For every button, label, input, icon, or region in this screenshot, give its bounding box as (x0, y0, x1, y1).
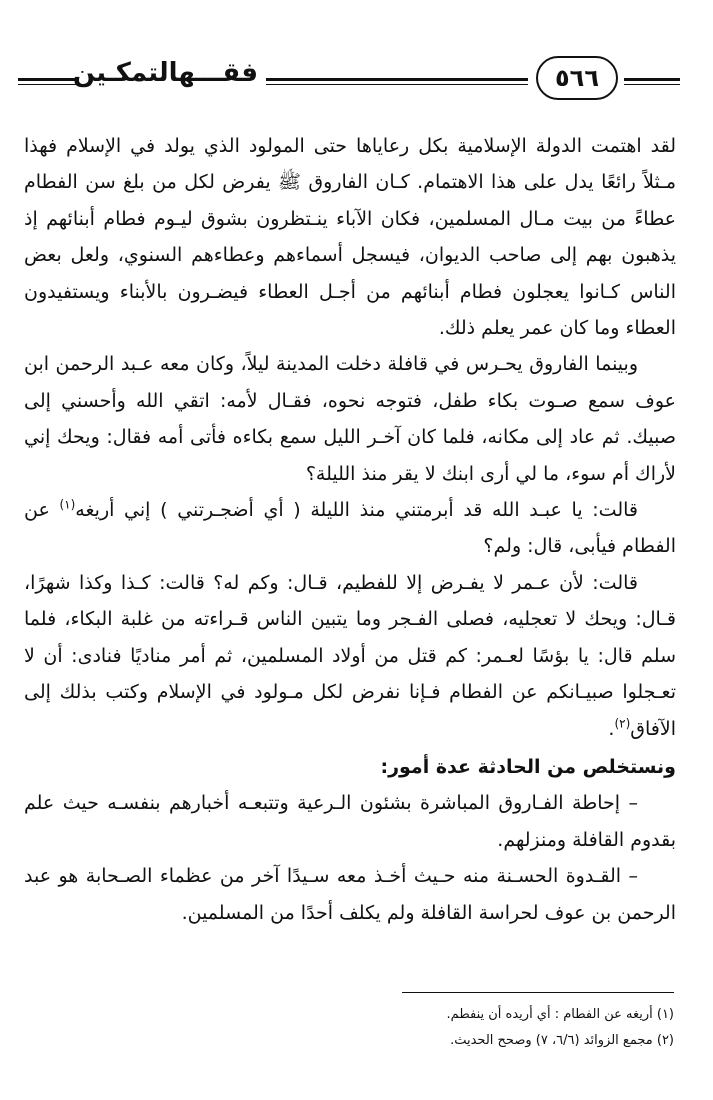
footnote-1: (١) أريغه عن الفطام : أي أريده أن ينفطم. (446, 1007, 674, 1022)
point-2: – القـدوة الحسـنة منه حـيث أخـذ معه سـيدًا آخر من عظماء الصـحابة هو عبد الرحمن بن عوف لحراسة القافلة ولم يكلف أحدًا من المسلمين. (24, 865, 676, 924)
section-heading: ونستخلص من الحادثة عدة أمور: (380, 755, 676, 778)
paragraph-1: لقد اهتمت الدولة الإسلامية بكل رعاياها حتى المولود الذي يولد في الإسلام فهذا مـثلاً رائعًا يدل على هذا الاهتمام. كـان الفاروق ﷺ يفرض لكل من بلغ سن الفطام عطاءً من بيت مـال المسلمين، فكان الآباء ينـتظرون بشوق ليـوم فطام أبنائهم إذ يذهبون بهم إلى صاحب الديوان، فيسجل أسماءهم وعطاءهم السنوي، ولعل بعض الناس كـانوا يعجلون فطام أبنائهم من أجـل العطاء فيضـرون بالأبناء ويستفيدون العطاء وما كان عمر يعلم ذلك. (24, 135, 676, 340)
header-rule-right (624, 78, 680, 81)
running-title: فقـــهالتمكـين (72, 58, 258, 88)
paragraph-4 (24, 565, 676, 747)
header-rule-middle (266, 78, 528, 81)
paragraph-4-text: قالت: لأن عـمر لا يفـرض إلا للفطيم، قـال: وكم له؟ قالت: كـذا وكذا شهرًا، قـال: ويحك لا تعجليه، فصلى الفـجر وما يتبين الناس قـراءته من غلبة البكاء، فلما سلم قال: يا بؤسًا لعـمر: كم قتل من أولاد المسلمين، ثم أمر مناديًا فنادى: أن لا تعـجلوا صبيـانكم عن الفطام فـإنا نفرض لكل مـولود في الإسلام وكتب بذلك إلى الآفاق (24, 571, 676, 740)
footnote-ref-1: (١) (59, 497, 76, 512)
point-1: – إحاطة الفـاروق المباشرة بشئون الـرعية وتتبعـه أخبارهم بنفسـه حيث علم بقدوم القافلة ومنزلهم. (24, 792, 676, 851)
footnote-ref-2: (٢) (614, 716, 631, 731)
page-body (24, 128, 676, 931)
paragraph-4-end: . (608, 717, 615, 740)
paragraph-3 (24, 492, 676, 565)
footnotes (24, 1002, 674, 1054)
paragraph-3-text: قالت: يا عبـد الله قد أبرمتني منذ الليلة ( أي أضجـرتني ) إني أريغه (75, 499, 638, 522)
header-rule-left (18, 78, 76, 81)
footnote-2: (٢) مجمع الزوائد (٦/٦، ٧) وصحح الحديث. (450, 1033, 674, 1048)
paragraph-2: وبينما الفاروق يحـرس في قافلة دخلت المدينة ليلاً، وكان معه عـبد الرحمن ابن عوف سمع صـوت بكاء طفل، فتوجه نحوه، فقـال لأمه: اتقي الله وأحسني إلى صبيك. ثم عاد إلى مكانه، فلما كان آخـر الليل سمع بكاءه فأتى أمه فقال: ويحك إني لأراك أم سوء، ما لي أرى ابنك لا يقر منذ الليلة؟ (24, 353, 676, 485)
page-header (18, 52, 680, 108)
paragraph-3-tail: عن الفطام فيأبى، قال: ولم؟ (24, 499, 676, 558)
footnote-separator (402, 992, 674, 993)
page-number: ٥٦٦ (536, 56, 618, 100)
